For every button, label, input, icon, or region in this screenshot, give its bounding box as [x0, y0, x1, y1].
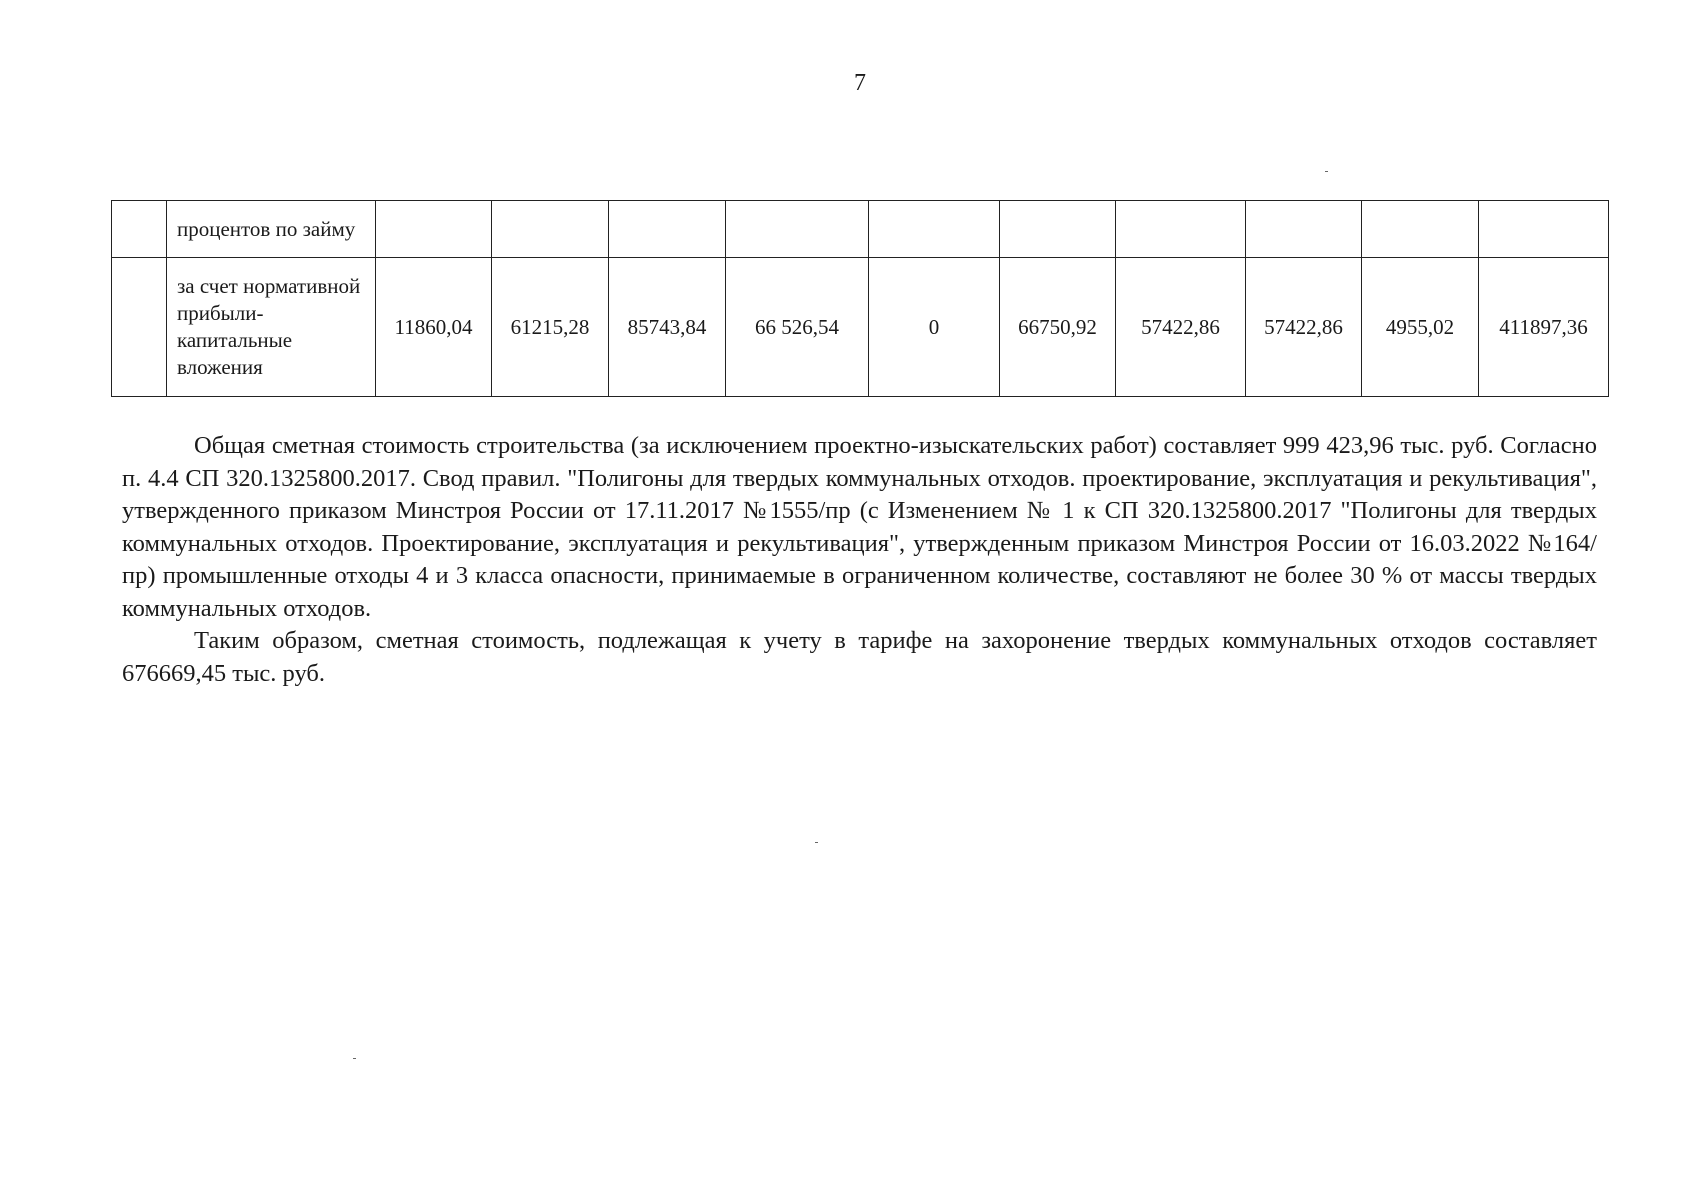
table-cell-index: [112, 201, 167, 258]
table-cell: 61215,28: [492, 258, 609, 397]
page-number: 7: [854, 70, 866, 96]
table-cell: [492, 201, 609, 258]
cost-table-container: [111, 200, 1608, 397]
table-cell: [376, 201, 492, 258]
table-cell: [726, 201, 869, 258]
table-cell: [869, 201, 1000, 258]
table-cell: [1246, 201, 1362, 258]
table-cell: 0: [869, 258, 1000, 397]
table-cell-label: процентов по займу: [167, 201, 376, 258]
table-cell: [1479, 201, 1609, 258]
table-cell: [1116, 201, 1246, 258]
paragraph-estimate-cost: Общая сметная стоимость строительства (за исключением проектно-изыскательских работ) составляет 999 423,96 тыс. руб. Согласно п. 4.4 СП 320.1325800.2017. Свод правил. "Полигоны для твердых коммунальных отходов. проектирование, эксплуатация и рекультивация", утвержденного приказом Минстроя России от 17.11.2017 №1555/пр (с Изменением № 1 к СП 320.1325800.2017 "Полигоны для твердых коммунальных отходов. Проектирование, эксплуатация и рекультивация", утвержденным приказом Минстроя России от 16.03.2022 №164/пр) промышленные отходы 4 и 3 класса опасности, принимаемые в ограниченном количестве, составляют не более 30 % от массы твердых коммунальных отходов.: [122, 432, 1597, 622]
table-cell: [1000, 201, 1116, 258]
table-cell-label: за счет нормативной прибыли-капитальные вложения: [167, 258, 376, 397]
scan-speck: [353, 1058, 356, 1059]
table-cell: 411897,36: [1479, 258, 1609, 397]
scan-speck: [815, 842, 818, 843]
body-text: [122, 430, 1597, 690]
table-cell: [1362, 201, 1479, 258]
table-row: [112, 258, 1609, 397]
table-cell: 11860,04: [376, 258, 492, 397]
table-cell-index: [112, 258, 167, 397]
table-row: [112, 201, 1609, 258]
table-cell: 85743,84: [609, 258, 726, 397]
cost-table: [111, 200, 1609, 397]
table-cell: 57422,86: [1116, 258, 1246, 397]
table-cell: 57422,86: [1246, 258, 1362, 397]
table-cell: 66 526,54: [726, 258, 869, 397]
table-cell: 4955,02: [1362, 258, 1479, 397]
table-cell: [609, 201, 726, 258]
scan-speck: [1325, 171, 1328, 172]
paragraph-tariff-cost: Таким образом, сметная стоимость, подлежащая к учету в тарифе на захоронение твердых коммунальных отходов составляет 676669,45 тыс. руб.: [122, 627, 1597, 687]
table-cell: 66750,92: [1000, 258, 1116, 397]
